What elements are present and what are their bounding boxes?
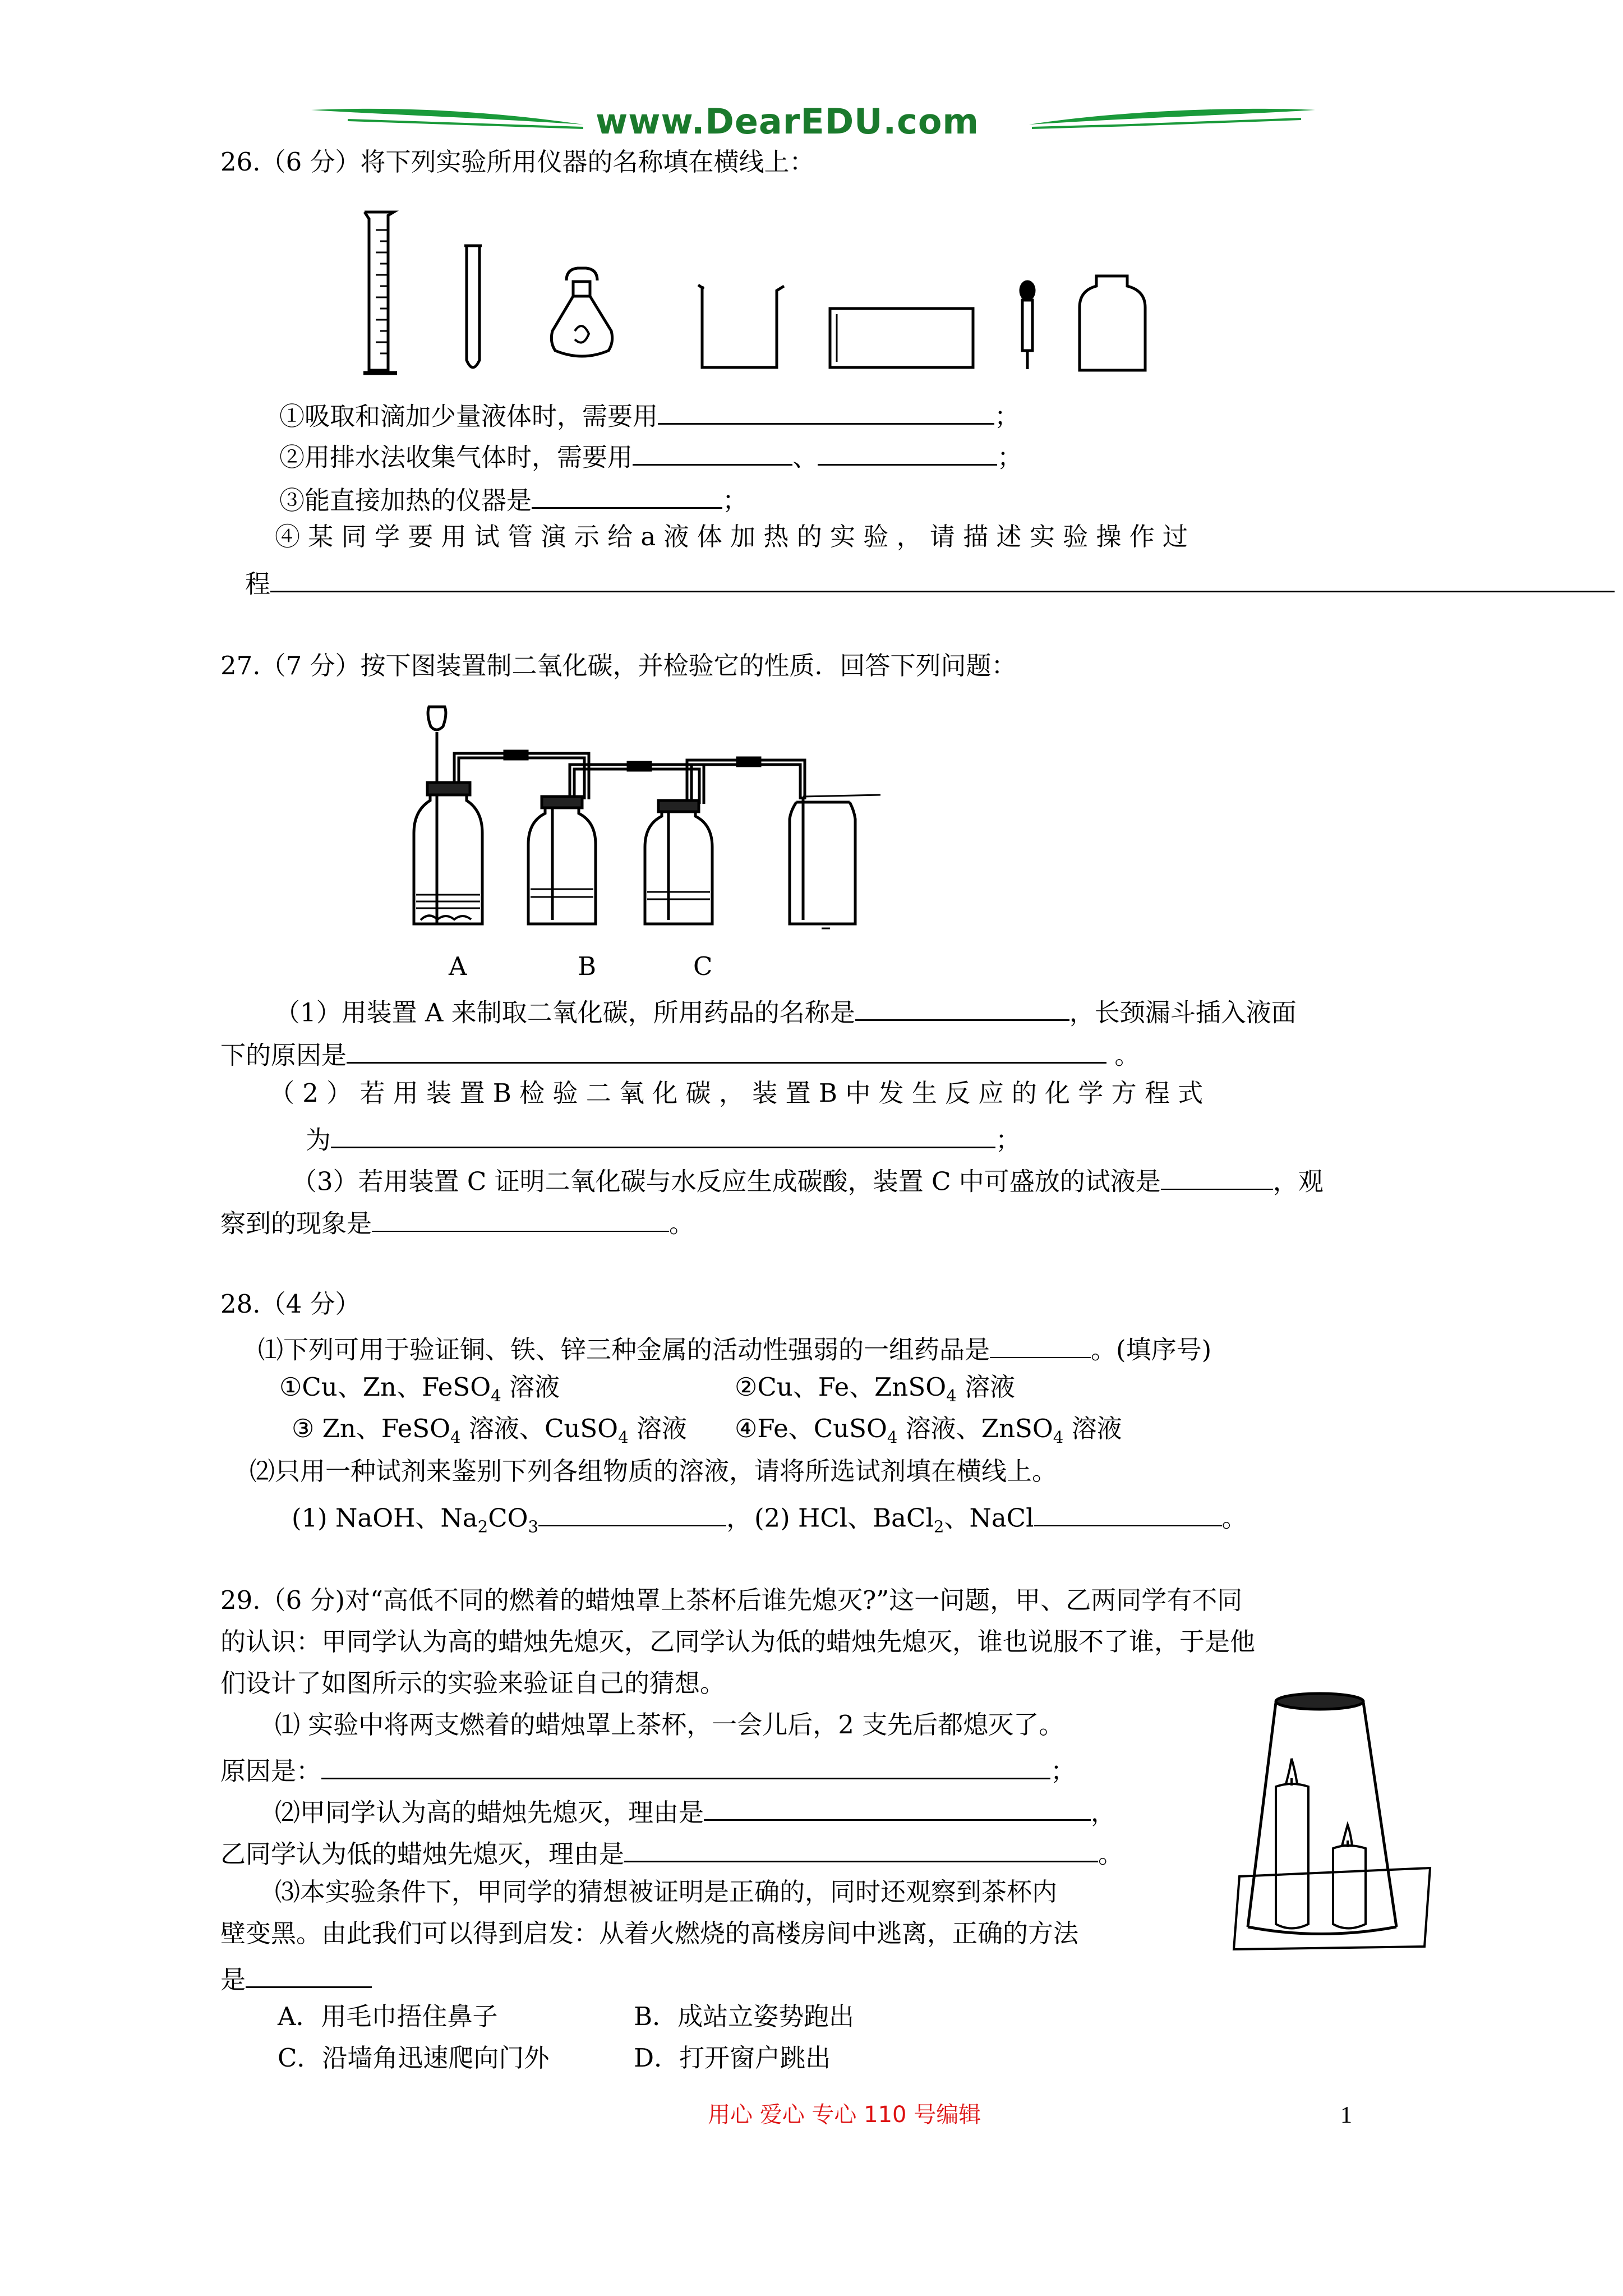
q29-line-8: ⑶本实验条件下，甲同学的猜想被证明是正确的，同时还观察到茶杯内 (275, 1877, 1058, 1907)
bottle-d-icon (790, 795, 880, 928)
alcohol-lamp-icon (551, 268, 612, 356)
blank-26-3[interactable] (532, 481, 722, 509)
trough-icon (830, 309, 973, 367)
blank-26-2a[interactable] (633, 438, 792, 466)
bottle-a-icon (414, 783, 482, 924)
site-logo-text: www.DearEDU.com (596, 101, 980, 142)
page-number: 1 (1340, 2102, 1352, 2128)
q29-line-9: 壁变黑。由此我们可以得到启发：从着火燃烧的高楼房间中逃离，正确的方法 (220, 1918, 1079, 1948)
q26-item-4b: 程 (245, 564, 1615, 599)
blank-27-3a[interactable] (1161, 1162, 1273, 1190)
bottle-c-icon (645, 800, 712, 924)
blank-26-1[interactable] (658, 397, 994, 425)
blank-27-1b[interactable] (347, 1036, 1106, 1064)
blank-29-2a[interactable] (704, 1793, 1091, 1821)
q29-line-6: ⑵甲同学认为高的蜡烛先熄灭，理由是 ， (275, 1793, 1116, 1828)
q26-item-3: ③能直接加热的仪器是 ； (279, 481, 748, 516)
q29-option-c: C．沿墙角迅速爬向门外 (278, 2043, 550, 2073)
header-swoosh-left (0, 0, 617, 146)
q27-apparatus-figure (404, 704, 892, 940)
footer-text: 用心 爱心 专心 110 号编辑 (708, 2102, 981, 2128)
q28-title: 28.（4 分） (220, 1289, 361, 1319)
q27-title: 27.（7 分）按下图装置制二氧化碳，并检验它的性质．回答下列问题： (220, 651, 1017, 680)
q28-option-2: ②Cu、Fe、ZnSO$_4$ 溶液 (735, 1372, 1016, 1405)
q27-part-2-line-2: 为 ； (306, 1120, 1021, 1155)
blank-28-1[interactable] (990, 1331, 1091, 1358)
inverted-cup-icon (1248, 1694, 1396, 1934)
q29-line-1: 29.（6 分)对“高低不同的燃着的蜡烛罩上茶杯后谁先熄灭?”这一问题，甲、乙两同学有不同 (220, 1585, 1243, 1615)
long-neck-funnel-icon (428, 707, 446, 923)
q29-line-3: 们设计了如图所示的实验来验证自己的猜想。 (220, 1668, 726, 1698)
blank-29-2b[interactable] (624, 1834, 1098, 1862)
q29-line-4: ⑴ 实验中将两支燃着的蜡烛罩上茶杯，一会儿后，2 支先后都熄灭了。 (275, 1710, 1064, 1740)
q29-line-2: 的认识：甲同学认为高的蜡烛先熄灭，乙同学认为低的蜡烛先熄灭，谁也说服不了谁，于是他 (220, 1627, 1256, 1657)
q29-option-b: B．成站立姿势跑出 (634, 2001, 855, 2031)
q26-apparatus-figure (359, 208, 1172, 381)
q27-part-2-line-1: （ 2 ） 若 用 装 置 B 检 验 二 氧 化 碳 ， 装 置 B 中 发 生 反 应 的 化 学 方 程 式 (269, 1078, 1204, 1108)
q28-option-1: ①Cu、Zn、FeSO$_4$ 溶液 (279, 1372, 560, 1405)
test-tube-icon (464, 246, 482, 367)
header-swoosh-right (1009, 0, 1346, 146)
blank-27-2[interactable] (331, 1120, 995, 1148)
beaker-icon (698, 285, 784, 367)
q28-option-3: ③ Zn、FeSO$_4$ 溶液、CuSO$_4$ 溶液 (292, 1414, 688, 1447)
q26-item-1: ①吸取和滴加少量液体时，需要用 ； (279, 397, 1020, 431)
q27-part-1-line-2: 下的原因是 。 (220, 1036, 1140, 1070)
blank-29-3[interactable] (246, 1960, 372, 1988)
q28-sub-2-item-1: (1) NaOH、$Na_2CO_3$ ， (292, 1499, 751, 1536)
dropper-icon (1021, 282, 1034, 369)
candle-cup-figure (1225, 1686, 1438, 1949)
q27-part-1-line-1: （1）用装置 A 来制取二氧化碳，所用药品的名称是 ，长颈漏斗插入液面 (275, 993, 1297, 1028)
q28-sub-1: ⑴下列可用于验证铜、铁、锌三种金属的活动性强弱的一组药品是 。(填序号) (258, 1331, 1211, 1365)
blank-28-2b[interactable] (1034, 1499, 1222, 1526)
q29-line-7: 乙同学认为低的蜡烛先熄灭，理由是 。 (220, 1834, 1123, 1869)
graduated-cylinder-icon (363, 212, 397, 373)
label-b: B (578, 951, 597, 981)
blank-27-1a[interactable] (855, 993, 1069, 1021)
q29-line-5: 原因是： ； (220, 1751, 1076, 1786)
label-a: A (449, 951, 467, 981)
tall-candle-icon (1276, 1759, 1308, 1929)
blank-26-4[interactable] (270, 564, 1615, 592)
short-candle-icon (1333, 1825, 1366, 1929)
q26-title: 26.（6 分）将下列实验所用仪器的名称填在横线上： (220, 147, 815, 177)
gas-collection-bottle-icon (1080, 276, 1145, 370)
blank-29-1[interactable] (321, 1751, 1050, 1779)
q28-sub-2-item-2: (2) HCl、BaCl$_2$、NaCl 。 (754, 1499, 1247, 1536)
q28-sub-2: ⑵只用一种试剂来鉴别下列各组物质的溶液，请将所选试剂填在横线上。 (250, 1456, 1058, 1486)
blank-26-2b[interactable] (818, 438, 997, 466)
q27-part-3-line-2: 察到的现象是 。 (220, 1204, 694, 1239)
q29-option-d: D．打开窗户跳出 (634, 2043, 831, 2073)
blank-28-2a[interactable] (538, 1499, 726, 1526)
label-c: C (693, 951, 713, 981)
blank-27-3b[interactable] (372, 1204, 669, 1232)
q29-option-a: A．用毛巾捂住鼻子 (278, 2001, 498, 2031)
q28-option-4: ④Fe、CuSO$_4$ 溶液、ZnSO$_4$ 溶液 (735, 1414, 1122, 1447)
q26-item-4a: ④ 某 同 学 要 用 试 管 演 示 给 a 液 体 加 热 的 实 验 ， 请 描 述 实 验 操 作 过 (275, 522, 1188, 551)
q27-part-3-line-1: （3）若用装置 C 证明二氧化碳与水反应生成碳酸，装置 C 中可盛放的试液是 ，观 (292, 1162, 1324, 1197)
bottle-b-icon (528, 797, 596, 924)
q26-item-2: ②用排水法收集气体时，需要用 、 ； (279, 438, 1022, 472)
q29-line-10: 是 (220, 1960, 372, 1995)
